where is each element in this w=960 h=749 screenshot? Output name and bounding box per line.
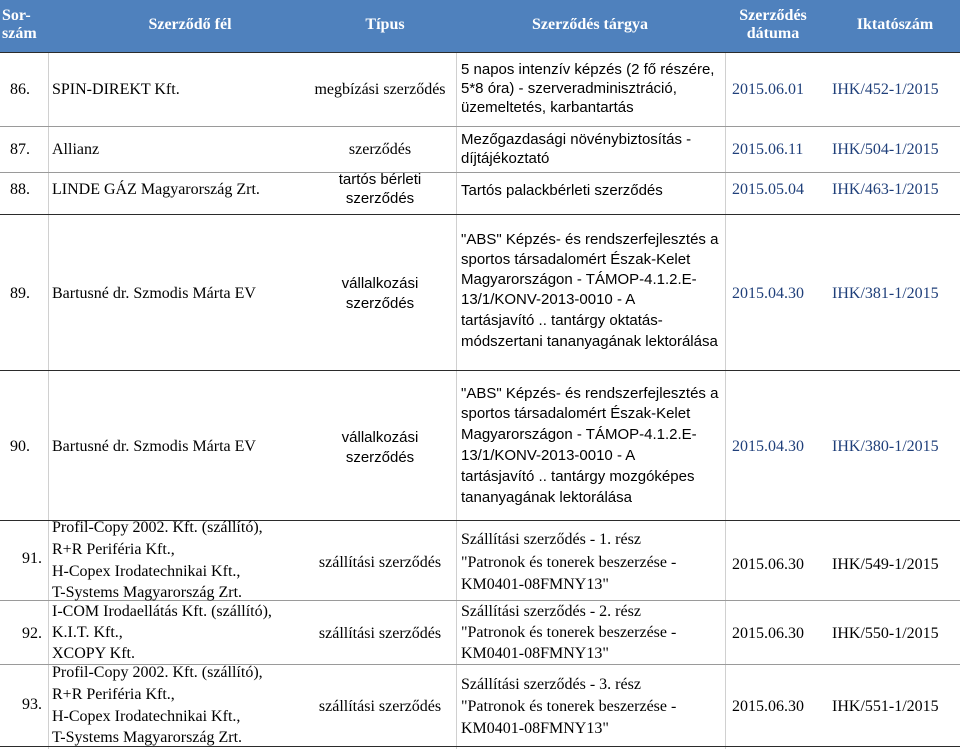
contract-party-line: H-Copex Irodatechnikai Kft., (52, 708, 241, 725)
contract-subject-line: "Patronok és tonerek beszerzése - (461, 554, 677, 571)
contract-subject-line: "Patronok és tonerek beszerzése - (461, 624, 677, 641)
header-sorszam (2, 7, 46, 43)
contract-party-line: T-Systems Magyarország Zrt. (52, 729, 243, 746)
row-separator (0, 172, 960, 173)
contract-type: szállítási szerződés (318, 698, 442, 715)
grid-line (725, 52, 726, 749)
contract-party-line: XCOPY Kft. (52, 645, 135, 662)
contract-party: LINDE GÁZ Magyarország Zrt. (52, 181, 260, 198)
contract-subject-line: 5 napos intenzív képzés (2 fő részére, (461, 61, 715, 78)
contract-subject-line: 5*8 óra) - szerveradminisztráció, (461, 80, 677, 97)
contract-date: 2015.06.01 (732, 81, 804, 98)
row-number: 87. (10, 141, 30, 158)
contract-date: 2015.05.04 (732, 181, 804, 198)
contract-type-line: vállalkozási (341, 429, 419, 446)
contract-party-line: Profil-Copy 2002. Kft. (szállító), (52, 664, 263, 681)
row-separator (0, 126, 960, 127)
contract-date: 2015.06.30 (732, 556, 804, 573)
registry-number: IHK/452-1/2015 (832, 81, 939, 98)
contract-subject-line: 13/1/KONV-2013-0010 - A (461, 291, 636, 308)
row-separator (0, 370, 960, 371)
contract-subject-line: Szállítási szerződés - 3. rész (461, 676, 641, 693)
contract-party: Allianz (52, 141, 100, 158)
contract-type: szállítási szerződés (318, 625, 442, 642)
header-sorszam-l2: szám (2, 25, 37, 42)
header-szerzodo-fel: Szerződő fél (148, 16, 232, 33)
header-datuma-l2: dátuma (746, 25, 800, 42)
contract-date: 2015.06.30 (732, 625, 804, 642)
contract-party-line: T-Systems Magyarország Zrt. (52, 584, 243, 601)
row-number: 86. (10, 81, 30, 98)
registry-number: IHK/504-1/2015 (832, 141, 939, 158)
contract-subject-line: Mezőgazdasági növénybiztosítás - (461, 131, 692, 148)
contract-party: Bartusné dr. Szmodis Márta EV (52, 438, 256, 455)
row-separator (0, 214, 960, 215)
table-header (0, 0, 960, 52)
header-datuma-l1: Szerződés (739, 7, 807, 24)
registry-number: IHK/551-1/2015 (832, 698, 939, 715)
contract-subject-line: sportos társadalomért Észak-Kelet (461, 405, 691, 422)
registry-number: IHK/549-1/2015 (832, 556, 939, 573)
row-number: 93. (22, 696, 42, 713)
contract-type-line: vállalkozási (341, 275, 419, 292)
contract-subject-line: Magyarországon - TÁMOP-4.1.2.E- (461, 426, 697, 443)
contract-date: 2015.04.30 (732, 438, 804, 455)
contract-party-line: R+R Periféria Kft., (52, 541, 175, 558)
header-tipus: Típus (365, 16, 405, 33)
contract-date: 2015.06.30 (732, 698, 804, 715)
contract-subject-line: Szállítási szerződés - 2. rész (461, 603, 641, 620)
contract-subject-line: "ABS" Képzés- és rendszerfejlesztés a (461, 385, 719, 402)
registry-number: IHK/381-1/2015 (832, 285, 939, 302)
contract-type-line: tartós bérleti (338, 171, 422, 188)
row-separator (0, 52, 960, 53)
contract-type: megbízási szerződés (314, 81, 446, 98)
row-number: 91. (22, 550, 42, 567)
contract-subject-line: "ABS" Képzés- és rendszerfejlesztés a (461, 231, 719, 248)
contract-party-line: Profil-Copy 2002. Kft. (szállító), (52, 519, 263, 536)
contract-party-line: K.I.T. Kft., (52, 624, 123, 641)
contract-type: szerződés (348, 141, 412, 158)
row-number: 90. (10, 438, 30, 455)
contract-party: SPIN-DIREKT Kft. (52, 81, 180, 98)
contract-party-line: R+R Periféria Kft., (52, 686, 175, 703)
row-number: 88. (10, 181, 30, 198)
contract-subject-line: díjtájékoztató (461, 150, 550, 167)
contract-subject-line: KM0401-08FMNY13" (461, 576, 609, 593)
grid-line (48, 52, 49, 749)
contract-type-line: szerződés (345, 190, 415, 207)
header-datuma (723, 7, 823, 43)
contract-subject-line: Tartós palackbérleti szerződés (461, 182, 663, 199)
header-sorszam-l1: Sor- (2, 7, 31, 24)
contract-subject-line: KM0401-08FMNY13" (461, 720, 609, 737)
contract-date: 2015.04.30 (732, 285, 804, 302)
contract-type-line: szerződés (345, 449, 415, 466)
contract-date: 2015.06.11 (732, 141, 804, 158)
contract-subject-line: tartásjavító .. tantárgy oktatás- (461, 312, 663, 329)
contract-subject-line: sportos társadalomért Észak-Kelet (461, 251, 691, 268)
contract-subject-line: módszertani tananyagának lektorálása (461, 333, 718, 350)
contract-type-line: szerződés (345, 295, 415, 312)
contract-subject-line: Magyarországon - TÁMOP-4.1.2.E- (461, 271, 697, 288)
contract-subject-line: tartásjavító .. tantárgy mozgóképes (461, 468, 695, 485)
row-number: 92. (22, 625, 42, 642)
contract-subject-line: KM0401-08FMNY13" (461, 645, 609, 662)
contract-subject-line: üzemeltetés, karbantartás (461, 99, 634, 116)
header-iktatoszam: Iktatószám (856, 16, 934, 33)
contract-subject-line: Szállítási szerződés - 1. rész (461, 531, 641, 548)
registry-number: IHK/550-1/2015 (832, 625, 939, 642)
registry-number: IHK/380-1/2015 (832, 438, 939, 455)
header-targya: Szerződés tárgya (532, 16, 648, 33)
contract-party-line: H-Copex Irodatechnikai Kft., (52, 563, 241, 580)
contract-subject-line: 13/1/KONV-2013-0010 - A (461, 447, 636, 464)
row-number: 89. (10, 285, 30, 302)
contract-party: Bartusné dr. Szmodis Márta EV (52, 285, 256, 302)
contract-subject-line: tananyagának lektorálása (461, 489, 632, 506)
contract-party-line: I-COM Irodaellátás Kft. (szállító), (52, 603, 272, 620)
contract-type: szállítási szerződés (318, 554, 442, 571)
contract-subject-line: "Patronok és tonerek beszerzése - (461, 698, 677, 715)
registry-number: IHK/463-1/2015 (832, 181, 939, 198)
